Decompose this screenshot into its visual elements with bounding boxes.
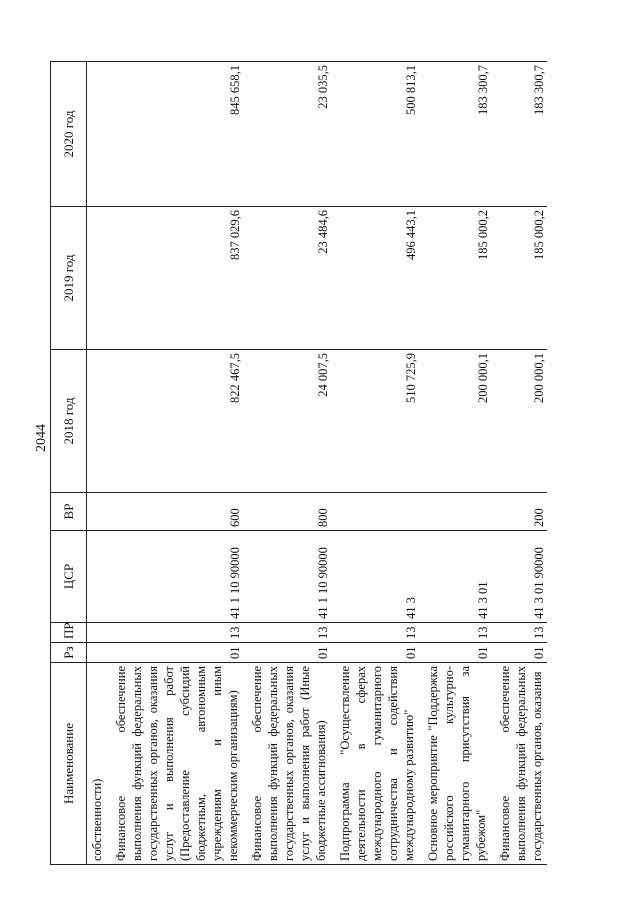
budget-table [50, 61, 547, 865]
row-rz [87, 643, 108, 663]
row-name: собственности) [87, 663, 108, 865]
row-2020: 183 300,7 [491, 62, 547, 207]
header-vr: ВР [51, 493, 87, 531]
row-csr: 41 1 10 90000 [243, 531, 331, 623]
row-vr: 800 [243, 493, 331, 531]
row-rz: 01 [107, 643, 243, 663]
row-2018: 510 725,9 [331, 350, 419, 493]
table-header-row [51, 62, 87, 865]
row-2018: 24 007,5 [243, 350, 331, 493]
row-csr: 41 3 [331, 531, 419, 623]
row-vr: 200 [491, 493, 547, 531]
row-vr: 600 [107, 493, 243, 531]
row-2020: 500 813,1 [331, 62, 419, 207]
header-csr: ЦСР [51, 531, 87, 623]
page-number: 2044 [34, 424, 49, 452]
row-pr: 13 [243, 623, 331, 643]
row-name: Основное мероприятие "Поддержка российского культурно-гуманитарного присутствия за рубежом" [419, 663, 491, 865]
row-vr [419, 493, 491, 531]
table-row [87, 62, 108, 865]
row-pr: 13 [491, 623, 547, 643]
row-csr: 41 3 01 [419, 531, 491, 623]
rotated-table-wrapper [50, 62, 580, 865]
row-2019: 185 000,2 [491, 207, 547, 350]
row-2019: 23 484,6 [243, 207, 331, 350]
header-pr: ПР [51, 623, 87, 643]
row-vr [87, 493, 108, 531]
row-csr: 41 3 01 90000 [491, 531, 547, 623]
row-rz: 01 [243, 643, 331, 663]
table-row [107, 62, 243, 865]
row-pr: 13 [331, 623, 419, 643]
row-name: Финансовое обеспечение выполнения функций федеральных государственных органов, оказания услуг и выполнения работ (Предоставление субсидий бюджетным, автономным учреждениям и иным некоммерческим организациям) [107, 663, 243, 865]
table-row [243, 62, 331, 865]
row-2018: 200 000,1 [419, 350, 491, 493]
row-pr: 13 [419, 623, 491, 643]
table-row [331, 62, 419, 865]
row-pr: 13 [107, 623, 243, 643]
row-name: Финансовое обеспечение выполнения функций федеральных государственных органов, оказания [491, 663, 547, 865]
row-2020: 845 658,1 [107, 62, 243, 207]
row-2020: 183 300,7 [419, 62, 491, 207]
row-2019 [87, 207, 108, 350]
row-pr [87, 623, 108, 643]
header-rz: Рз [51, 643, 87, 663]
row-2019: 837 029,6 [107, 207, 243, 350]
row-2020 [87, 62, 108, 207]
row-name: Подпрограмма "Осуществление деятельности в сферах международного гуманитарного сотрудничества и содействия международному развитию" [331, 663, 419, 865]
row-csr: 41 1 10 90000 [107, 531, 243, 623]
table-row [419, 62, 491, 865]
row-2018 [87, 350, 108, 493]
row-2018: 200 000,1 [491, 350, 547, 493]
table-row [491, 62, 547, 865]
header-name: Наименование [51, 663, 87, 865]
row-csr [87, 531, 108, 623]
row-rz: 01 [419, 643, 491, 663]
row-vr [331, 493, 419, 531]
row-name: Финансовое обеспечение выполнения функций федеральных государственных органов, оказания услуг и выполнения работ (Иные бюджетные ассигнования) [243, 663, 331, 865]
table-container [50, 62, 580, 865]
row-2019: 496 443,1 [331, 207, 419, 350]
row-rz: 01 [491, 643, 547, 663]
header-2020: 2020 год [51, 62, 87, 207]
row-2019: 185 000,2 [419, 207, 491, 350]
row-2020: 23 035,5 [243, 62, 331, 207]
header-2019: 2019 год [51, 207, 87, 350]
header-2018: 2018 год [51, 350, 87, 493]
row-2018: 822 467,5 [107, 350, 243, 493]
row-rz: 01 [331, 643, 419, 663]
